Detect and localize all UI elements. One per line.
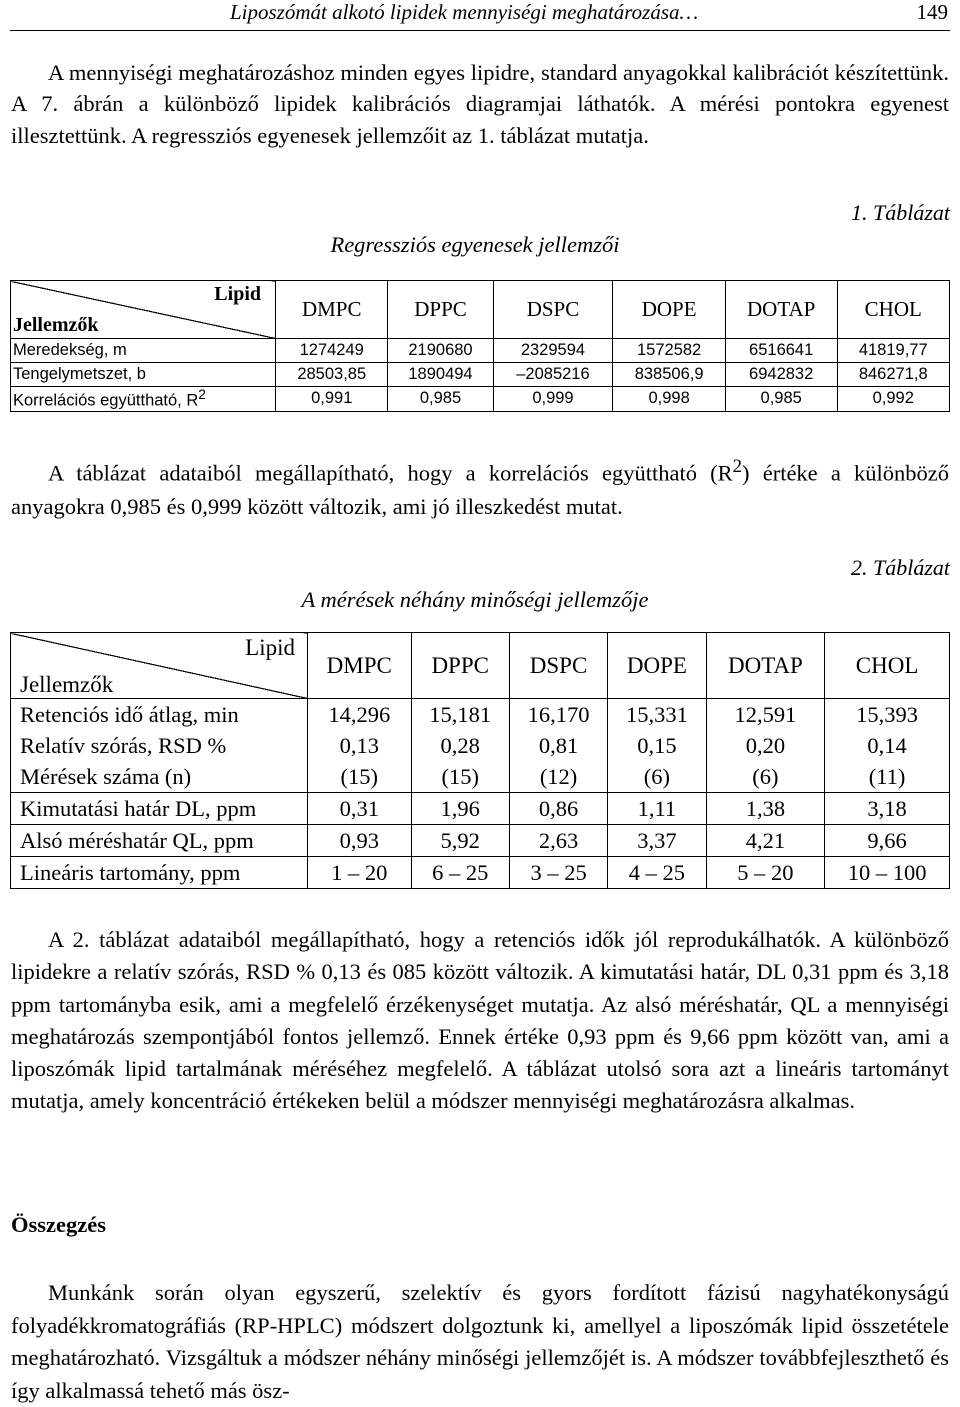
table1-corner-jellemzok: Jellemzők <box>13 314 99 336</box>
table1-col-header: DOTAP <box>725 281 837 339</box>
table2-cell: (15) <box>411 761 509 793</box>
table2-cell: (11) <box>825 761 950 793</box>
running-header <box>10 0 950 31</box>
table2-caption: A mérések néhány minőségi jellemzője <box>301 587 649 612</box>
table-row <box>11 761 950 793</box>
table2 <box>10 632 950 889</box>
table1-cell: 41819,77 <box>837 339 950 363</box>
table-row <box>11 857 950 889</box>
intro-paragraph: A mennyiségi meghatározáshoz minden egyes lipidre, standard anyagokkal kalibrációt készítettünk. A 7. ábrán a különböző lipidek kalibrációs diagramjai láthatók. A mérési pontokra egyenest illesztettünk. A regressziós egyenesek jellemzőit az 1. táblázat mutatja. <box>11 60 949 148</box>
table2-label: 2. Táblázat <box>850 555 950 580</box>
table2-cell: 0,93 <box>308 825 412 857</box>
table2-cell: 3,37 <box>608 825 706 857</box>
table2-cell: 0,31 <box>308 793 412 825</box>
table2-col-header: DPPC <box>411 633 509 699</box>
table-row <box>11 387 950 412</box>
header-title: Liposzómát alkotó lipidek mennyiségi meghatározása… <box>230 0 699 24</box>
table2-row-label: Alsó méréshatár QL, ppm <box>11 825 308 857</box>
table2-cell: 0,81 <box>509 730 607 761</box>
paragraph-2: A táblázat adataiból megállapítható, hogy a korrelációs együttható $(R^2)$ értéke a különböző anyagokra 0,985 és 0,999 között változik, ami jó illeszkedést mutat. <box>11 456 950 519</box>
superscript: 2 <box>732 456 743 477</box>
table2-corner-cell <box>11 633 308 699</box>
table2-cell: 15,331 <box>608 699 706 731</box>
table1-corner-lipid: Lipid <box>214 283 261 305</box>
table2-cell: 4 – 25 <box>608 857 706 889</box>
table2-cell: 5 – 20 <box>706 857 825 889</box>
table2-cell: 9,66 <box>825 825 950 857</box>
table2-col-header: DMPC <box>308 633 412 699</box>
table-row <box>11 793 950 825</box>
table2-cell: 5,92 <box>411 825 509 857</box>
table2-cell: 1,38 <box>706 793 825 825</box>
table1-label: 1. Táblázat <box>850 200 950 225</box>
table1-cell: 0,991 <box>276 387 388 412</box>
table1-cell: 0,992 <box>837 387 950 412</box>
table1-cell: 0,999 <box>493 387 613 412</box>
table-row <box>11 363 950 387</box>
summary-heading: Összegzés <box>11 1212 106 1237</box>
table2-header-row <box>11 633 950 699</box>
table2-cell: (15) <box>308 761 412 793</box>
table2-col-header: DOTAP <box>706 633 825 699</box>
table2-cell: 0,15 <box>608 730 706 761</box>
paragraph-3: A 2. táblázat adataiból megállapítható, hogy a retenciós idők jól reprodukálhatók. A különböző lipidekre a relatív szórás, RSD % 0,13 és 085 között változik. A kimutatási határ, DL 0,31 ppm és 3,18 ppm tartományba esik, ami a megfelelő érzékenységet mutatja. Az alsó méréshatár, QL a mennyiségi meghatározás szempontjából fontos jellemző. Ennek értéke 0,93 ppm és 9,66 ppm között van, ami a liposzómák lipid tartalmának méréséhez megfelelő. A táblázat utolsó sora azt a lineáris tartományt mutatja, amely koncentráció értékeken belül a módszer mennyiségi meghatározásra alkalmas. <box>11 927 949 1114</box>
table2-corner-lipid: Lipid <box>245 635 295 660</box>
table1-cell: 1572582 <box>613 339 725 363</box>
table2-cell: 0,20 <box>706 730 825 761</box>
table-row <box>11 699 950 731</box>
table2-cell: 1,96 <box>411 793 509 825</box>
table2-cell: (12) <box>509 761 607 793</box>
table2-cell: 4,21 <box>706 825 825 857</box>
table1-row-label: Tengelymetszet, b <box>11 363 276 387</box>
table1-cell: –2085216 <box>493 363 613 387</box>
table2-cell: 6 – 25 <box>411 857 509 889</box>
table1-cell: 1890494 <box>388 363 493 387</box>
table1-col-header: DMPC <box>276 281 388 339</box>
table1-cell: 0,985 <box>388 387 493 412</box>
table2-col-header: DOPE <box>608 633 706 699</box>
table1-col-header: DOPE <box>613 281 725 339</box>
table2-cell: 15,181 <box>411 699 509 731</box>
table2-row-label: Retenciós idő átlag, min <box>11 699 308 731</box>
table1-cell: 2329594 <box>493 339 613 363</box>
table1-cell: 1274249 <box>276 339 388 363</box>
table1-cell: 2190680 <box>388 339 493 363</box>
table2-cell: 10 – 100 <box>825 857 950 889</box>
table2-cell: (6) <box>608 761 706 793</box>
table1-cell: 0,998 <box>613 387 725 412</box>
page-number: 149 <box>916 0 948 24</box>
table2-cell: 0,86 <box>509 793 607 825</box>
table1-cell: 6942832 <box>725 363 837 387</box>
table2-col-header: CHOL <box>825 633 950 699</box>
table1-cell: 838506,9 <box>613 363 725 387</box>
table2-cell: (6) <box>706 761 825 793</box>
table1-col-header: CHOL <box>837 281 950 339</box>
table-row <box>11 730 950 761</box>
table2-cell: 0,14 <box>825 730 950 761</box>
table1-cell: 28503,85 <box>276 363 388 387</box>
table2-cell: 3,18 <box>825 793 950 825</box>
table1-row-label: Meredekség, m <box>11 339 276 363</box>
table1-cell: 0,985 <box>725 387 837 412</box>
table2-cell: 2,63 <box>509 825 607 857</box>
table2-cell: 3 – 25 <box>509 857 607 889</box>
table1-col-header: DPPC <box>388 281 493 339</box>
table1-cell: 846271,8 <box>837 363 950 387</box>
table1-corner-cell <box>11 281 276 339</box>
table-row <box>11 825 950 857</box>
table1-caption: Regressziós egyenesek jellemzői <box>330 232 620 257</box>
table2-cell: 12,591 <box>706 699 825 731</box>
table2-cell: 15,393 <box>825 699 950 731</box>
table2-cell: 1 – 20 <box>308 857 412 889</box>
table2-row-label: Relatív szórás, RSD % <box>11 730 308 761</box>
table2-cell: 1,11 <box>608 793 706 825</box>
table2-row-label: Kimutatási határ DL, ppm <box>11 793 308 825</box>
table1-header-row <box>11 281 950 339</box>
table2-cell: 0,28 <box>411 730 509 761</box>
table1-col-header: DSPC <box>493 281 613 339</box>
table2-corner-jellemzok: Jellemzők <box>20 672 114 697</box>
table2-cell: 16,170 <box>509 699 607 731</box>
table2-cell: 14,296 <box>308 699 412 731</box>
table1-cell: 6516641 <box>725 339 837 363</box>
table1 <box>10 280 950 412</box>
table1-row-label: Korrelációs együttható, $R^2$ <box>11 387 276 412</box>
table2-cell: 0,13 <box>308 730 412 761</box>
table-row <box>11 339 950 363</box>
table2-row-label: Lineáris tartomány, ppm <box>11 857 308 889</box>
table2-col-header: DSPC <box>509 633 607 699</box>
superscript: 2 <box>198 387 206 402</box>
table2-row-label: Mérések száma (n) <box>11 761 308 793</box>
paragraph-4: Munkánk során olyan egyszerű, szelektív és gyors fordított fázisú nagyhatékonyságú folyadékkromatográfiás (RP-HPLC) módszert dolgoztunk ki, amellyel a liposzómák lipid összetétele meghatározható. Vizsgáltuk a módszer néhány minőségi jellemzőjét is. A módszer továbbfejleszthető és így alkalmassá tehető más ösz- <box>11 1280 949 1403</box>
